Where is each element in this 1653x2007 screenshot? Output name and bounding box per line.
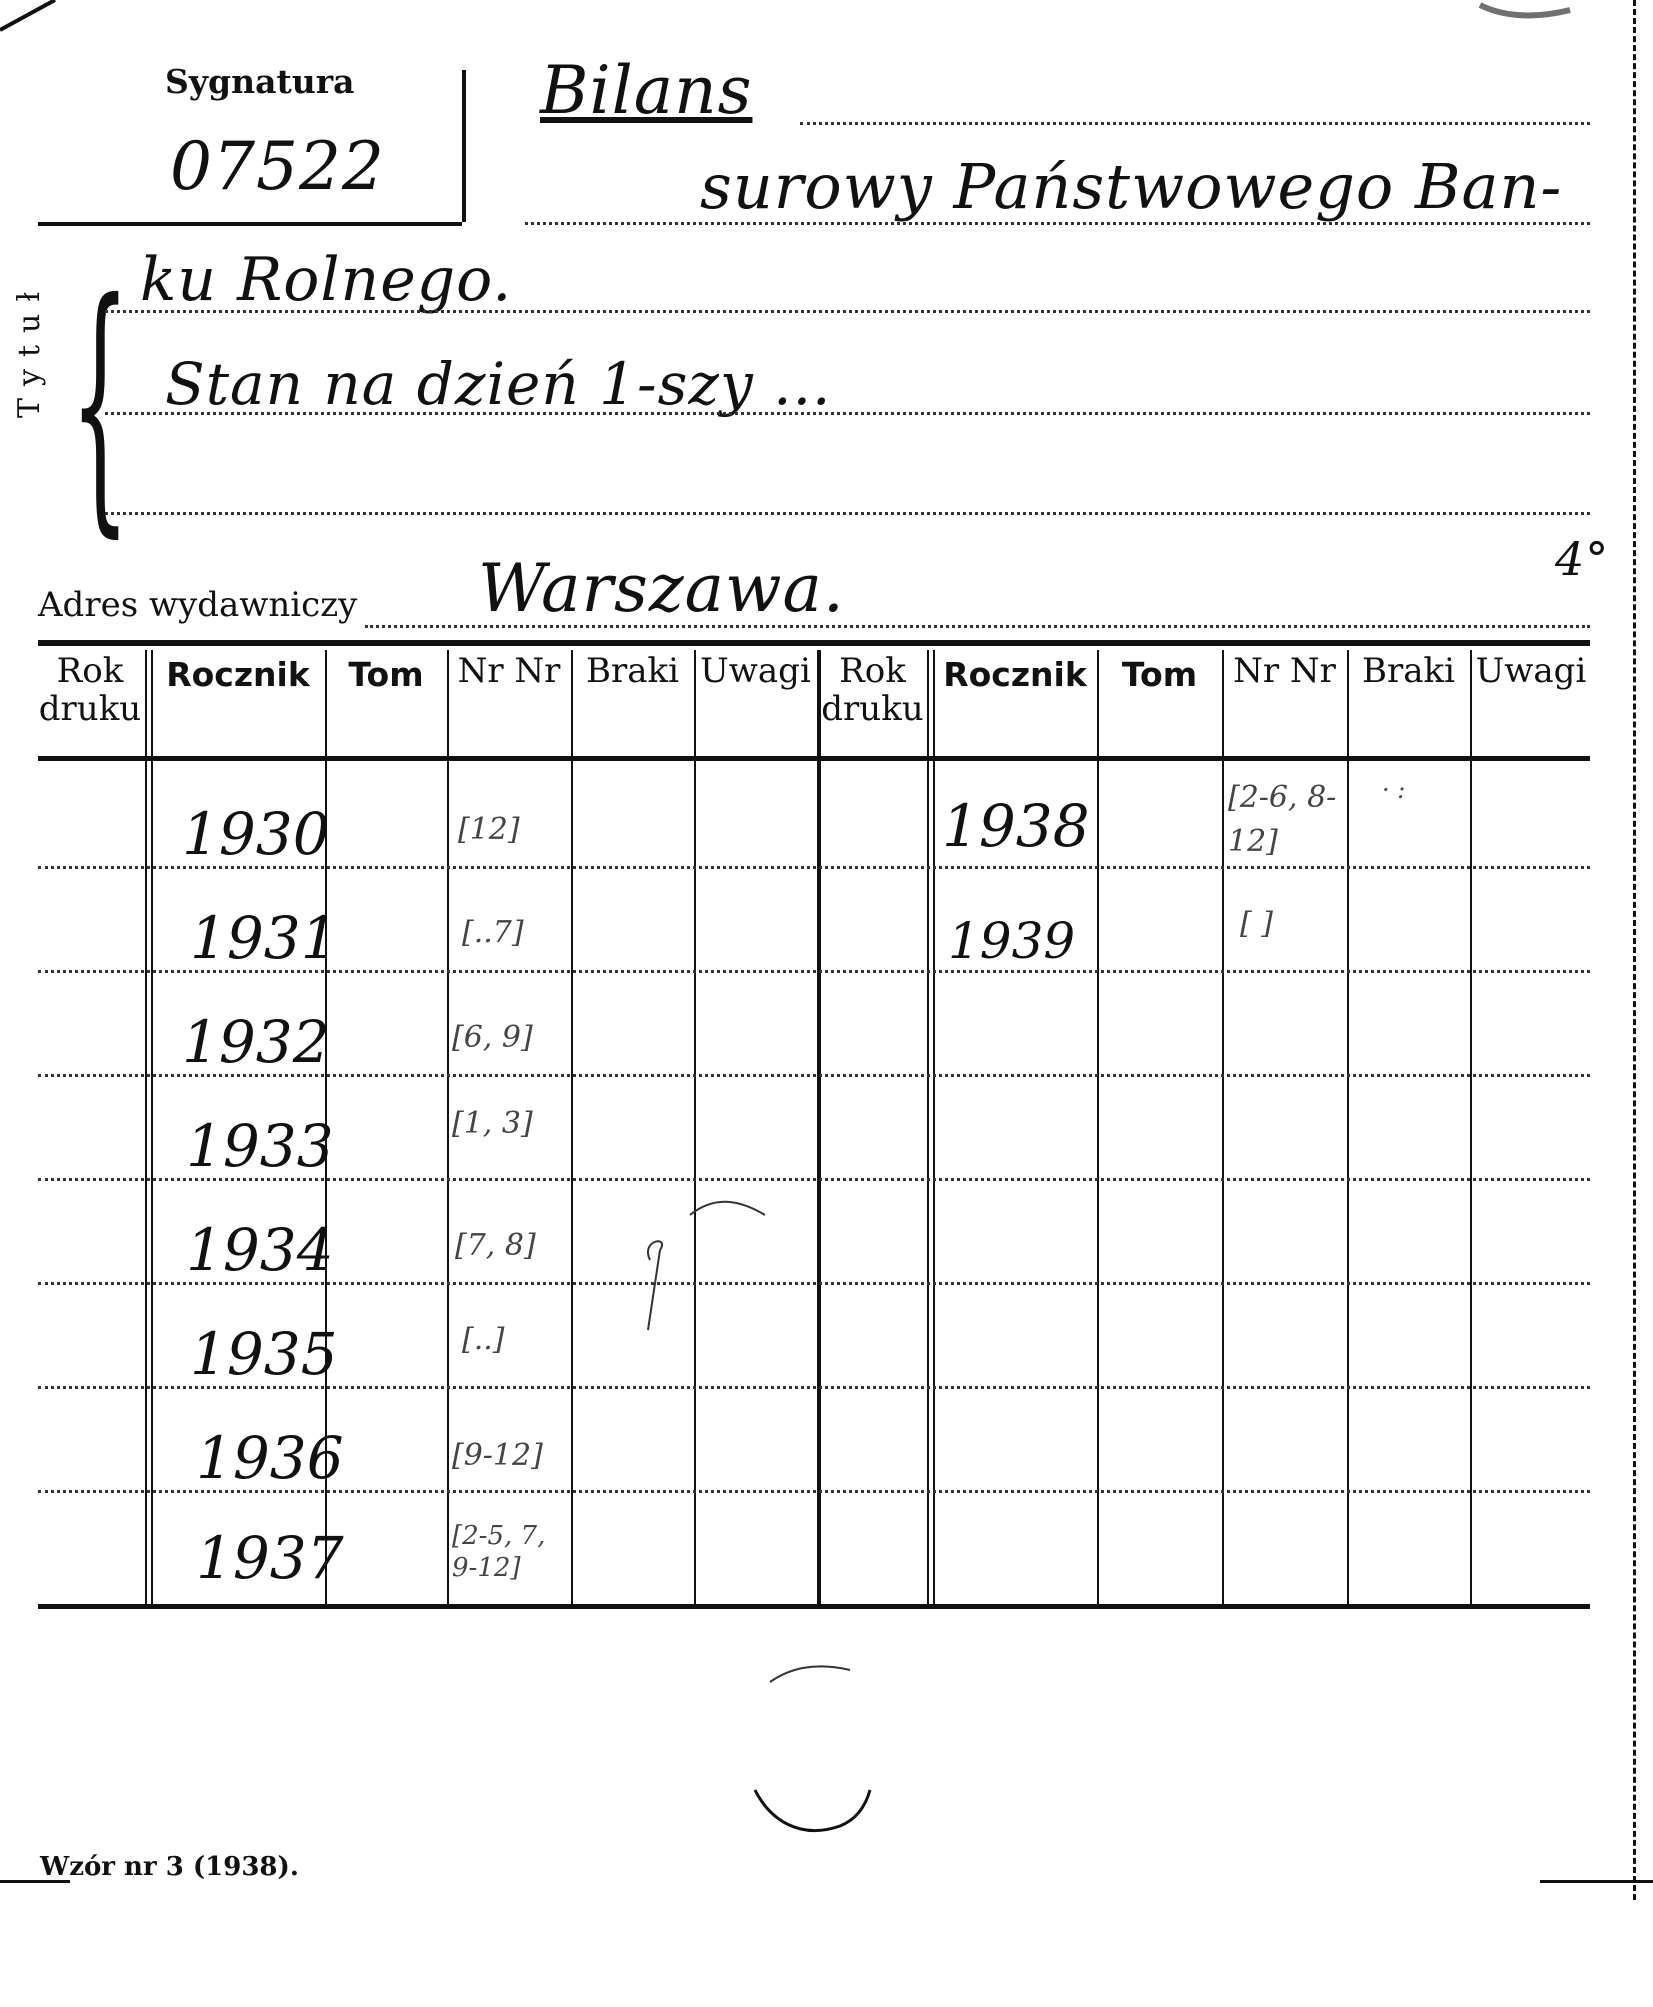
footer-edge-mark (1540, 1880, 1653, 1883)
nrnr-cell: [ ] (1240, 906, 1273, 941)
table-top-rule (38, 640, 1590, 646)
rocznik-cell: 1930 (182, 800, 330, 868)
nrnr-cell: [9-12] (452, 1438, 543, 1473)
adres-label: Adres wydawniczy (38, 585, 358, 625)
nrnr-cell: [6, 9] (452, 1020, 533, 1055)
rocznik-cell: 1935 (190, 1320, 338, 1388)
rocznik-cell: 1931 (190, 904, 338, 972)
header-rocznik: Rocznik (943, 655, 1087, 694)
title-dots-5 (105, 512, 1590, 515)
title-line-4: Stan na dzień 1-szy ... (165, 350, 832, 418)
stamp-arc-icon (740, 1640, 900, 1850)
rocznik-cell: 1932 (182, 1008, 330, 1076)
header-rok-druku: Rok druku (821, 651, 924, 729)
braki-faint-mark: · : (1382, 776, 1406, 804)
adres-value: Warszawa. (478, 550, 845, 627)
adres-dots (365, 625, 1590, 628)
nrnr-cell: [1, 3] (452, 1106, 533, 1141)
nrnr-cell: [2-6, 8-12] (1228, 780, 1337, 859)
title-dots-3 (105, 310, 1590, 313)
rocznik-cell: 1934 (186, 1216, 334, 1284)
header-tom: Tom (348, 655, 424, 694)
col-line (927, 650, 929, 1604)
header-tom: Tom (1121, 655, 1198, 694)
table-center-divider (817, 650, 821, 1604)
nrnr-cell: [..7] (462, 915, 524, 950)
header-rocznik: Rocznik (166, 655, 310, 694)
header-nrnr: Nr Nr (457, 651, 561, 691)
footer-edge-mark (0, 1880, 70, 1883)
title-dots-1 (800, 122, 1590, 125)
col-line (145, 650, 147, 1604)
col-line (1222, 650, 1224, 1604)
sygnatura-divider (462, 70, 466, 222)
table-header-rule (38, 756, 1590, 761)
header-rok-druku: Rok druku (38, 651, 142, 729)
format-mark: 4° (1555, 532, 1610, 586)
rocznik-cell: 1936 (196, 1424, 344, 1492)
rocznik-cell: 1937 (196, 1524, 344, 1592)
rocznik-cell: 1938 (942, 792, 1090, 860)
card-right-edge (1633, 0, 1636, 1900)
title-dots-4 (105, 412, 1590, 415)
col-line (1470, 650, 1472, 1604)
sygnatura-value: 07522 (170, 128, 385, 205)
rocznik-cell: 1939 (948, 912, 1076, 970)
nrnr-cell: [7, 8] (455, 1228, 536, 1263)
col-line (1347, 650, 1349, 1604)
corner-smudge-icon (1470, 0, 1590, 30)
col-line (1097, 650, 1099, 1604)
header-nrnr: Nr Nr (1233, 651, 1336, 691)
header-uwagi: Uwagi (700, 651, 811, 691)
col-line (447, 650, 449, 1604)
col-line (694, 650, 696, 1604)
title-dots-2 (525, 222, 1590, 225)
sygnatura-label: Sygnatura (165, 62, 355, 101)
col-line (933, 650, 935, 1604)
form-number: Wzór nr 3 (1938). (40, 1852, 299, 1882)
table-bottom-rule (38, 1604, 1590, 1609)
title-line-1: Bilans (540, 52, 753, 129)
col-line (571, 650, 573, 1604)
header-braki: Braki (586, 651, 679, 691)
corner-tear-icon (0, 0, 60, 40)
tytul-brace: { (70, 245, 131, 560)
nrnr-cell: [..] (462, 1322, 505, 1357)
header-braki: Braki (1362, 651, 1455, 691)
nrnr-cell: [12] (458, 812, 520, 847)
header-uwagi: Uwagi (1475, 651, 1587, 691)
rocznik-cell: 1933 (186, 1112, 334, 1180)
title-line-3: ku Rolnego. (140, 245, 513, 315)
tytul-side-label: Tytuł (12, 279, 47, 418)
pencil-mark-icon (620, 1190, 780, 1340)
title-line-2: surowy Państwowego Ban- (700, 150, 1563, 223)
col-line (151, 650, 153, 1604)
sygnatura-underline (38, 222, 462, 226)
nrnr-cell: [2-5, 7, 9-12] (452, 1521, 546, 1583)
